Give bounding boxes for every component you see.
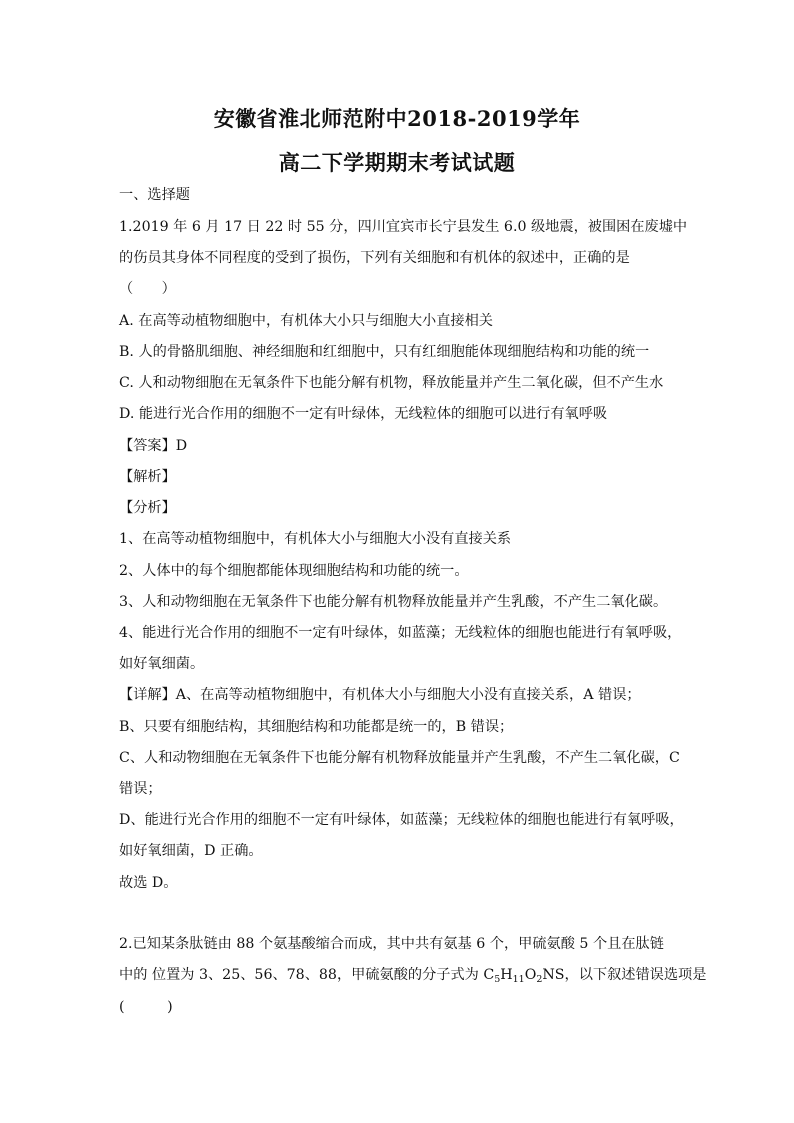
formula-subscript-h: 11 xyxy=(512,974,525,985)
q1-option-d: D. 能进行光合作用的细胞不一定有叶绿体，无线粒体的细胞可以进行有氧呼吸 xyxy=(119,406,608,422)
q1-analysis-label: 【解析】 xyxy=(119,469,176,485)
q1-fenxi-2: 2、人体中的每个细胞都能体现细胞结构和功能的统一。 xyxy=(119,563,469,579)
q1-detail-c2: 错误； xyxy=(119,781,162,797)
q1-detail-b: B、只要有细胞结构，其细胞结构和功能都是统一的，B 错误； xyxy=(119,719,514,735)
q1-detail-d2: 如好氧细菌，D 正确。 xyxy=(119,843,263,859)
q1-stem-line-2: 的伤员其身体不同程度的受到了损伤，下列有关细胞和有机体的叙述中，正确的是 xyxy=(119,250,630,266)
q1-detail-a: 【详解】A、在高等动植物细胞中，有机体大小与细胞大小没有直接关系，A 错误； xyxy=(119,687,641,703)
q1-fenxi-4b: 如好氧细菌。 xyxy=(119,656,205,672)
q1-option-b: B. 人的骨骼肌细胞、神经细胞和红细胞中，只有红细胞能体现细胞结构和功能的统一 xyxy=(119,344,650,360)
q1-conclusion: 故选 D。 xyxy=(119,875,178,891)
q1-detail-d1: D、能进行光合作用的细胞不一定有叶绿体，如蓝藻；无线粒体的细胞也能进行有氧呼吸， xyxy=(119,812,684,828)
q2-stem-line-2-pre: 中的 位置为 3、25、56、78、88，甲硫氨酸的分子式为 C xyxy=(119,967,495,983)
formula-subscript-o: 2 xyxy=(536,974,543,985)
section-heading: 一、选择题 xyxy=(119,187,190,203)
document-title-line-1: 安徽省淮北师范附中2018-2019学年 xyxy=(213,106,581,131)
formula-subscript-c: 5 xyxy=(494,974,501,985)
q1-fenxi-label: 【分析】 xyxy=(119,500,176,516)
q2-stem-line-2-post: NS，以下叙述错误选项是 xyxy=(542,967,707,983)
document-title-line-2: 高二下学期期末考试试题 xyxy=(278,150,516,175)
q2-stem-line-2 xyxy=(119,966,706,989)
formula-o: O xyxy=(524,967,537,983)
formula-h: H xyxy=(500,967,513,983)
q1-option-a: A. 在高等动植物细胞中，有机体大小只与细胞大小直接相关 xyxy=(119,313,493,329)
q1-stem-line-3: （ ） xyxy=(119,281,176,297)
q1-option-c: C. 人和动物细胞在无氧条件下也能分解有机物，释放能量并产生二氧化碳，但不产生水 xyxy=(119,375,664,391)
q1-answer: 【答案】D xyxy=(119,438,188,454)
q1-fenxi-1: 1、在高等动植物细胞中，有机体大小与细胞大小没有直接关系 xyxy=(119,531,512,547)
q2-stem-line-1: 2.已知某条肽链由 88 个氨基酸缩合而成，其中共有氨基 6 个，甲硫氨酸 5 个且在肽链 xyxy=(119,936,664,952)
q1-fenxi-3: 3、人和动物细胞在无氧条件下也能分解有机物释放能量并产生乳酸，不产生二氧化碳。 xyxy=(119,594,668,610)
q2-stem-line-3: ( ) xyxy=(119,999,173,1015)
q1-fenxi-4a: 4、能进行光合作用的细胞不一定有叶绿体，如蓝藻；无线粒体的细胞也能进行有氧呼吸， xyxy=(119,625,682,641)
q1-stem-line-1: 1.2019 年 6 月 17 日 22 时 55 分，四川宜宾市长宁县发生 6.0 级地震，被围困在废墟中 xyxy=(119,219,688,235)
q1-detail-c1: C、人和动物细胞在无氧条件下也能分解有机物释放能量并产生乳酸，不产生二氧化碳，C xyxy=(119,750,680,766)
